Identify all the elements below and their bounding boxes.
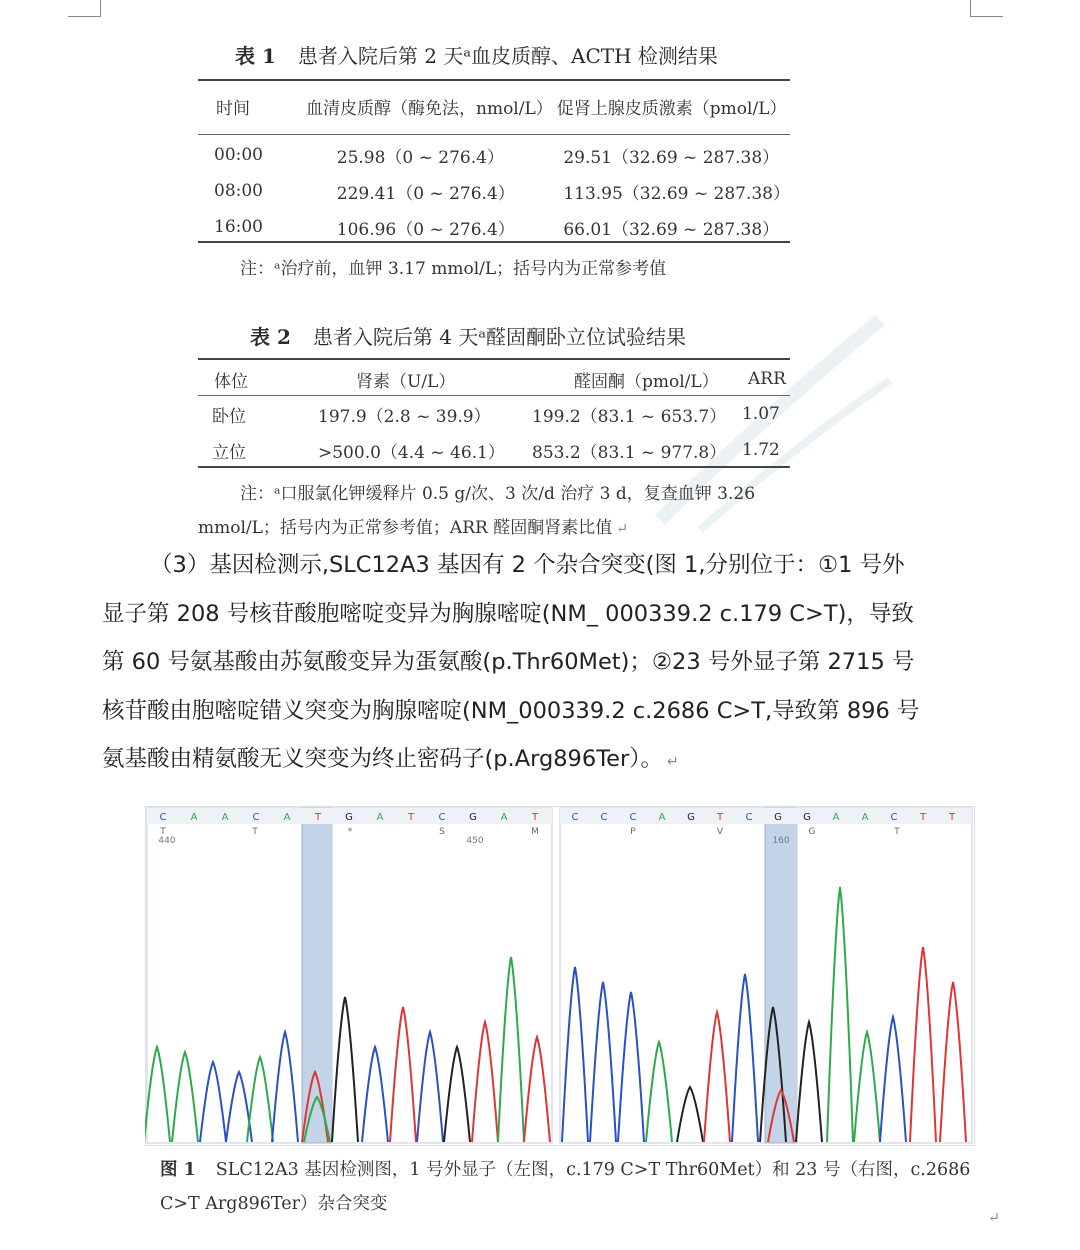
left-highlight-column [302,808,332,1143]
table2-note-line1: 注：ᵃ口服氯化钾缓释片 0.5 g/次、3 次/d 治疗 3 d，复查血钾 3.26 [240,484,756,504]
table1-header-cell: 促肾上腺皮质激素（pmol/L） [556,98,787,119]
table-cell: 197.9（2.8 ~ 39.9） [318,406,491,427]
table-row [198,396,790,432]
table-cell: 1.72 [742,440,780,460]
base-call-letter: C [571,812,579,823]
amino-acid-label: * [347,827,353,837]
base-call-letter: A [190,812,198,823]
right-highlight-column [765,808,797,1143]
base-call-letter: G [803,812,811,823]
table2-caption [250,321,686,350]
figure-label: 图 1 [160,1160,196,1180]
table2-body [198,396,790,468]
table-cell: >500.0（4.4 ~ 46.1） [318,442,505,463]
figure-caption [160,1153,970,1221]
table-cell: 229.41（0 ~ 276.4） [336,183,515,204]
table2-header-cell: 肾素（U/L） [356,371,456,392]
amino-acid-label: T [160,827,166,837]
paragraph-line: 显子第 208 号核苷酸胞嘧啶变异为胸腺嘧啶(NM_ 000339.2 c.179 C>T)，导致 [102,600,914,627]
base-call-letter: C [745,812,753,823]
paragraph-line: （3）基因检测示,SLC12A3 基因有 2 个杂合突变(图 1,分别位于：①1 号外 [150,552,905,578]
table2 [198,361,790,397]
table-cell: 106.96（0 ~ 276.4） [336,219,515,240]
base-call-letter: C [438,812,446,823]
table1-note: 注：ᵃ治疗前，血钾 3.17 mmol/L；括号内为正常参考值 [240,259,667,279]
base-call-letter: C [159,812,167,823]
table2-title: 患者入院后第 4 天ᵃ醛固酮卧立位试验结果 [312,325,687,349]
figure-caption-line1 [160,1153,970,1187]
base-call-letter: C [600,812,608,823]
amino-acid-label: V [716,827,724,837]
base-call-letter: T [716,812,724,823]
table-cell: 16:00 [214,217,263,237]
table2-label: 表 2 [250,325,291,349]
return-mark-icon: ↵ [666,754,679,770]
table1 [198,88,790,124]
return-mark-icon: ↵ [988,1210,1000,1226]
paragraph-line: 核苷酸由胞嘧啶错义突变为胸腺嘧啶(NM_000339.2 c.2686 C>T,导致第 896 号 [102,697,920,724]
right-base-strip [560,808,972,824]
return-mark-icon: ↵ [616,521,628,537]
base-call-letter: T [407,812,415,823]
table1-header-cell: 血清皮质醇（酶免法，nmol/L） [306,98,553,119]
table-cell: 1.07 [742,404,780,424]
table2-header-cell: ARR [748,369,786,389]
position-label: 440 [158,836,176,846]
base-call-letter: A [861,812,869,823]
amino-acid-label: T [252,827,258,837]
table1-title: 患者入院后第 2 天ᵃ血皮质醇、ACTH 检测结果 [297,44,718,68]
table1-caption [235,40,718,69]
table1-top-rule [198,79,790,81]
base-call-letter: A [283,812,291,823]
base-call-letter: C [252,812,260,823]
base-call-letter: A [376,812,384,823]
base-call-letter: A [832,812,840,823]
table-cell: 113.95（32.69 ~ 287.38） [563,183,790,204]
table-cell: 29.51（32.69 ~ 287.38） [563,147,780,168]
base-call-letter: G [774,812,782,823]
table-cell: 853.2（83.1 ~ 977.8） [532,442,727,463]
table1-label: 表 1 [235,44,276,68]
page-corner-mark-right [970,0,1003,17]
body-paragraph [102,541,970,784]
table-cell: 25.98（0 ~ 276.4） [336,147,504,168]
figure-caption-line2: C>T Arg896Ter）杂合突变 [160,1194,388,1214]
base-call-letter: T [531,812,539,823]
paragraph-line: 氨基酸由精氨酸无义突变为终止密码子(p.Arg896Ter）。 [102,746,663,772]
table-cell: 卧位 [212,406,246,427]
base-call-letter: T [314,812,322,823]
base-call-letter: A [658,812,666,823]
page-corner-mark-left [68,0,101,17]
base-call-letter: G [687,812,695,823]
table-row [198,137,790,173]
table-cell: 66.01（32.69 ~ 287.38） [563,219,780,240]
paragraph-line-last [102,735,970,784]
base-call-letter: C [629,812,637,823]
table-row [198,173,790,209]
table2-note-line2 [198,513,628,538]
table-cell: 00:00 [214,145,263,165]
base-call-letter: T [919,812,927,823]
table-cell: 08:00 [214,181,263,201]
amino-acid-label: S [439,827,445,837]
table1-header-cell: 时间 [216,98,250,119]
table2-header-cell: 醛固酮（pmol/L） [574,371,719,392]
base-call-letter: G [345,812,353,823]
amino-acid-label: M [531,827,539,837]
base-call-letter: C [890,812,898,823]
table1-header-row [198,88,790,124]
paragraph-line: 第 60 号氨基酸由苏氨酸变异为蛋氨酸(p.Thr60Met)；②23 号外显子第 2715 号 [102,649,915,675]
table2-header-cell: 体位 [214,371,248,392]
base-call-letter: A [500,812,508,823]
base-call-letter: G [469,812,477,823]
table-cell: 立位 [212,442,246,463]
table2-top-rule [198,358,790,360]
amino-acid-label: P [630,827,636,837]
sequencing-chromatogram [145,806,975,1146]
table2-bottom-rule [198,466,790,468]
table-row [198,432,790,468]
table1-bottom-rule [198,241,790,243]
table1-body [198,137,790,245]
table-cell: 199.2（83.1 ~ 653.7） [532,406,727,427]
base-call-letter: A [221,812,229,823]
base-call-letter: T [948,812,956,823]
amino-acid-label: T [894,827,900,837]
amino-acid-label: G [808,827,816,837]
table2-note-line2-text: mmol/L；括号内为正常参考值；ARR 醛固酮肾素比值 [198,518,613,538]
position-label: 450 [466,836,484,846]
table2-header-row [198,361,790,397]
table-row [198,209,790,245]
figure-caption-text: SLC12A3 基因检测图，1 号外显子（左图，c.179 C>T Thr60Met）和 23 号（右图，c.2686 [215,1160,971,1180]
position-label: 160 [772,836,790,846]
table1-header-rule [198,134,790,135]
